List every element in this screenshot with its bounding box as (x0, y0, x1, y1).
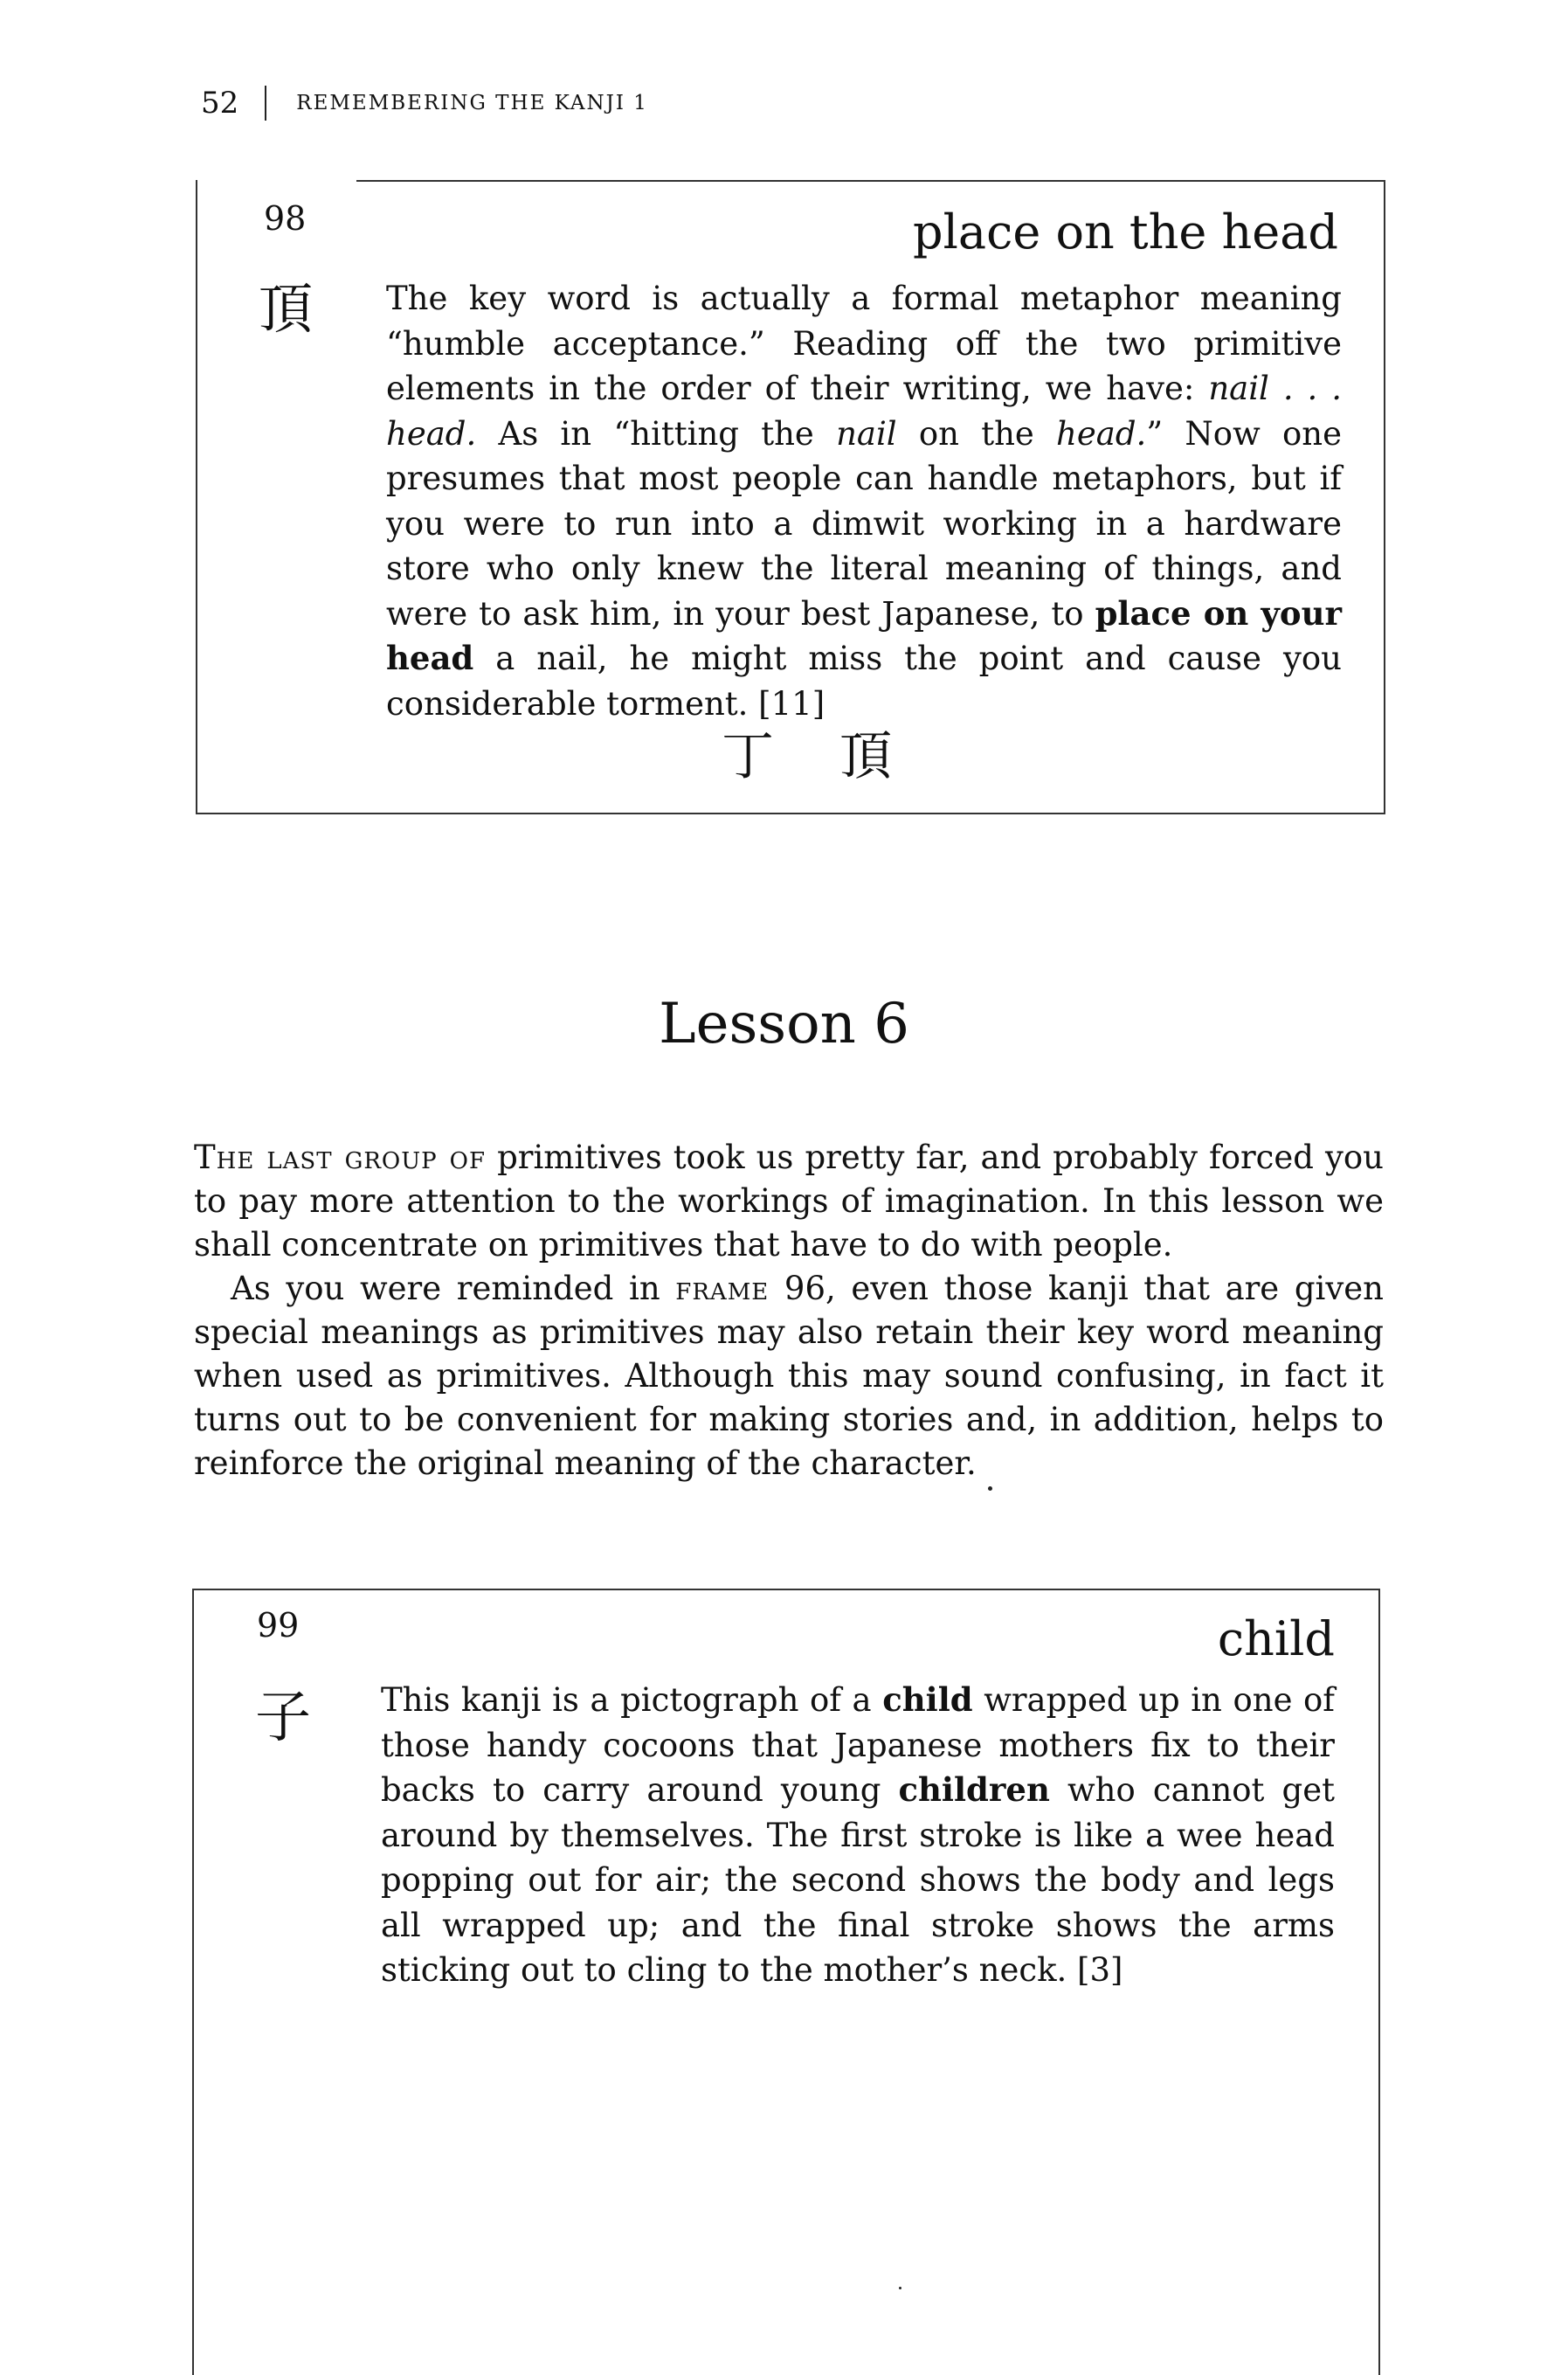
page-number: 52 (201, 86, 239, 121)
primitive-nail: 丁 (722, 726, 774, 787)
running-header (201, 86, 648, 121)
intro-p1-text: primitives took us pretty far, and probably forced you to pay more attention to the workings of imagination. In this lesson we shall concentrate on primitives that have to do with people. (194, 1139, 1384, 1264)
frame-top-rule (194, 1589, 1380, 1590)
frame-kanji: 頂 (259, 277, 314, 341)
lesson-title: Lesson 6 (659, 992, 909, 1056)
intro-lead-smallcaps: The last group of (194, 1139, 487, 1176)
frame-reference: frame (675, 1270, 770, 1307)
intro-paragraph-1 (194, 1136, 1384, 1267)
frame-keyword: child (1217, 1611, 1335, 1666)
intro-p2-text-a: As you were reminded in (231, 1270, 676, 1307)
frame-primitive-elements (722, 715, 941, 790)
frame-kanji: 子 (255, 1686, 311, 1750)
kanji-frame-98 (196, 180, 1385, 814)
frame-top-rule (356, 180, 1385, 182)
frame-story: The key word is actually a formal metaphor meaning “humble acceptance.” Reading off the two primitive elements in the order of their writing, we have: nail . . . head. As in “hitting the nail on the head.” Now one presumes that most people can handle metaphors, but if you were to run into a dimwit working in a hardware store who only knew the literal meaning of things, and were to ask him, in your best Japanese, to place on your head a nail, he might miss the point and cause you considerable torment. [11] (386, 280, 1343, 723)
intro-p2-text-b: 96, even those kanji that are given special meanings as primitives may also retain their key word meaning when used as primitives. Although this may sound confusing, in fact it turns out to be convenient for making stories and, in addition, helps to reinforce the original meaning of the character. (194, 1270, 1384, 1482)
kanji-frame-99 (192, 1589, 1380, 2375)
primitive-head-kanji: 頂 (839, 726, 893, 787)
frame-story: This kanji is a pictograph of a child wrapped up in one of those handy cocoons that Japanese mothers fix to their backs to carry around young children who cannot get around by themselves. The first stroke is like a wee head popping out for air; the second shows the body and legs all wrapped up; and the final stroke shows the arms sticking out to cling to the mother’s neck. [3] (381, 1680, 1336, 1989)
frame-number: 99 (257, 1606, 300, 1644)
intro-paragraph-2 (194, 1267, 1384, 1485)
header-divider (265, 86, 266, 121)
frame-keyword: place on the head (913, 204, 1338, 260)
lesson-intro (194, 1136, 1384, 1485)
running-head-title: REMEMBERING THE KANJI 1 (296, 92, 648, 114)
frame-number: 98 (264, 199, 307, 238)
scan-speck (988, 1486, 992, 1491)
scan-speck (899, 2287, 901, 2289)
